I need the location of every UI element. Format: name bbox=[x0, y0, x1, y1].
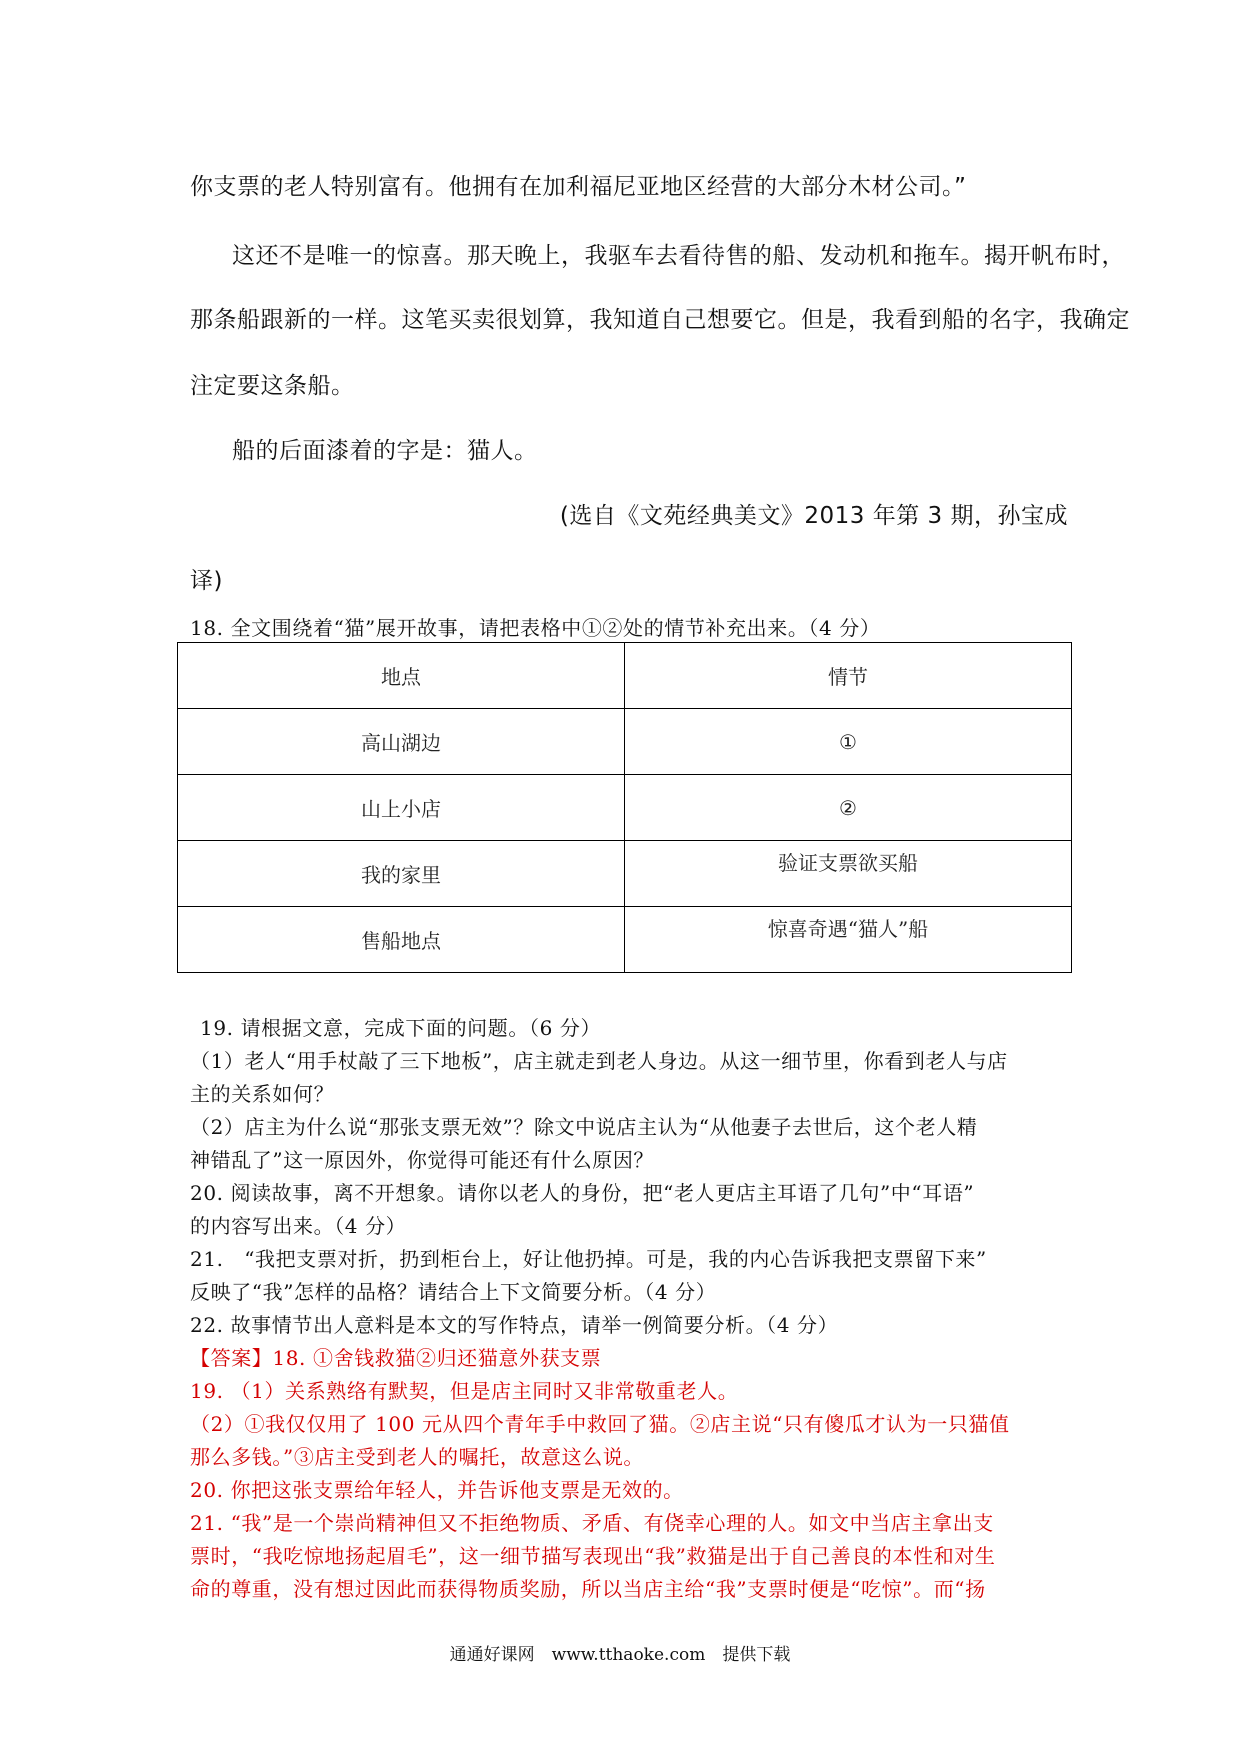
answer-20: 20. 你把这张支票给年轻人，并告诉他支票是无效的。 bbox=[190, 1478, 684, 1502]
answer-21-cont: 票时，“我吃惊地扬起眉毛”，这一细节描写表现出“我”救猫是出于自己善良的本性和对生 bbox=[190, 1544, 996, 1568]
question-19-2: （2）店主为什么说“那张支票无效”？除文中说店主认为“从他妻子去世后，这个老人精 bbox=[190, 1115, 978, 1139]
question-21: 21. “我把支票对折，扔到柜台上，好让他扔掉。可是，我的内心告诉我把支票留下来” bbox=[190, 1247, 987, 1271]
page-footer: 通通好课网 www.tthaoke.com 提供下载 bbox=[449, 1645, 791, 1665]
table-cell: 高山湖边 bbox=[178, 709, 625, 775]
question-19-1: （1）老人“用手杖敲了三下地板”，店主就走到老人身边。从这一细节里，你看到老人与店 bbox=[190, 1049, 1008, 1073]
table-cell: 验证支票欲买船 bbox=[625, 841, 1072, 907]
answer-19-2: （2）①我仅仅用了 100 元从四个青年手中救回了猫。②店主说“只有傻瓜才认为一只猫值 bbox=[190, 1412, 1010, 1436]
answer-21: 21. “我”是一个崇尚精神但又不拒绝物质、矛盾、有侥幸心理的人。如文中当店主拿出支 bbox=[190, 1511, 994, 1535]
question-19: 19. 请根据文意，完成下面的问题。（6 分） bbox=[200, 1016, 602, 1040]
table-row bbox=[178, 841, 1072, 907]
table-cell: ① bbox=[625, 709, 1072, 775]
story-line: 你支票的老人特别富有。他拥有在加利福尼亚地区经营的大部分木材公司。” bbox=[190, 174, 967, 200]
question-20-cont: 的内容写出来。（4 分） bbox=[190, 1214, 407, 1238]
story-line: 这还不是唯一的惊喜。那天晚上，我驱车去看待售的船、发动机和拖车。揭开帆布时， bbox=[232, 243, 1125, 269]
source-citation: (选自《文苑经典美文》2013 年第 3 期，孙宝成 bbox=[559, 503, 1068, 529]
question-21-cont: 反映了“我”怎样的品格？请结合上下文简要分析。（4 分） bbox=[190, 1280, 717, 1304]
table-header-plot: 情节 bbox=[625, 643, 1072, 709]
question-19-2-cont: 神错乱了”这一原因外，你觉得可能还有什么原因？ bbox=[190, 1148, 655, 1172]
table-cell: 售船地点 bbox=[178, 907, 625, 973]
question-20: 20. 阅读故事，离不开想象。请你以老人的身份，把“老人更店主耳语了几句”中“耳语” bbox=[190, 1181, 975, 1205]
answer-18: 【答案】18. ①舍钱救猫②归还猫意外获支票 bbox=[190, 1346, 602, 1370]
answer-21-cont2: 命的尊重，没有想过因此而获得物质奖励，所以当店主给“我”支票时便是“吃惊”。而“扬 bbox=[190, 1577, 986, 1601]
story-line: 那条船跟新的一样。这笔买卖很划算，我知道自己想要它。但是，我看到船的名字，我确定 bbox=[190, 307, 1130, 333]
table-cell: 山上小店 bbox=[178, 775, 625, 841]
question-19-1-cont: 主的关系如何？ bbox=[190, 1082, 335, 1106]
table-cell: 惊喜奇遇“猫人”船 bbox=[625, 907, 1072, 973]
source-citation-end: 译) bbox=[190, 568, 223, 594]
table-row bbox=[178, 709, 1072, 775]
table-header-location: 地点 bbox=[178, 643, 625, 709]
answer-19-1: 19. （1）关系熟络有默契，但是店主同时又非常敬重老人。 bbox=[190, 1379, 739, 1403]
table-header-row bbox=[178, 643, 1072, 709]
table-row bbox=[178, 907, 1072, 973]
question-22: 22. 故事情节出人意料是本文的写作特点，请举一例简要分析。（4 分） bbox=[190, 1313, 839, 1337]
story-line: 船的后面漆着的字是：猫人。 bbox=[232, 438, 538, 464]
question-18: 18. 全文围绕着“猫”展开故事，请把表格中①②处的情节补充出来。（4 分） bbox=[190, 616, 881, 640]
story-line: 注定要这条船。 bbox=[190, 373, 355, 399]
table-cell: ② bbox=[625, 775, 1072, 841]
table-cell: 我的家里 bbox=[178, 841, 625, 907]
answer-19-2-cont: 那么多钱。”③店主受到老人的嘱托，故意这么说。 bbox=[190, 1445, 645, 1469]
plot-table bbox=[177, 642, 1072, 973]
table-row bbox=[178, 775, 1072, 841]
